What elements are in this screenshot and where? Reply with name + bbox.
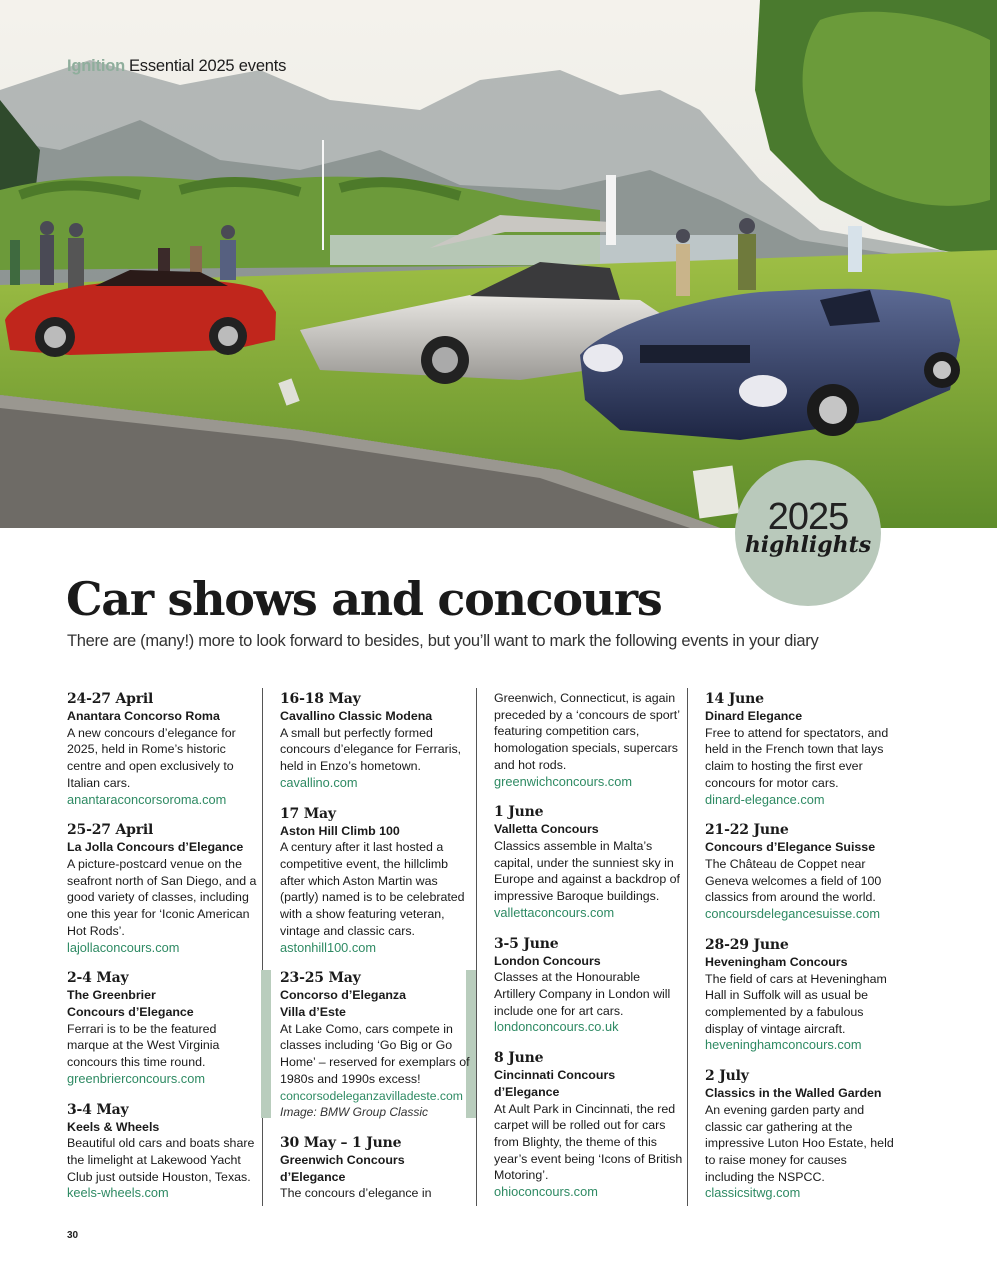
events-column-1 [67,690,257,1215]
event-item-continued [494,690,684,790]
event-description: Ferrari is to be the featured marque at the West Virginia concours this time round. [67,1021,220,1070]
event-date: 25-27 April [67,822,154,839]
event-item [705,821,895,923]
event-name: The Greenbrier Concours d’Elegance [67,988,194,1020]
event-name: Anantara Concorso Roma [67,709,220,723]
event-link[interactable]: cavallino.com [280,774,358,790]
event-description: A picture-postcard venue on the seafront north of San Diego, and a good variety of classes, including one this year for ‘Iconic American Hot Rods’. [67,857,257,938]
event-item [280,969,470,1121]
event-item [67,690,257,808]
event-item [280,1134,470,1202]
badge-year: 2025 [767,496,849,538]
page-number: 30 [67,1230,79,1241]
event-date: 1 June [494,804,544,821]
event-description: The Château de Coppet near Geneva welcomes a field of 100 classics from around the world. [705,857,882,905]
event-item [280,690,470,792]
event-link[interactable]: keels-wheels.com [67,1185,169,1201]
event-item [67,1101,257,1203]
event-name: Concorso d’Eleganza Villa d’Este [280,988,406,1020]
event-description: Classics assemble in Malta’s capital, under the sunniest sky in Europe and against a backdrop of impressive Baroque buildings. [494,839,680,904]
event-link[interactable]: lajollaconcours.com [67,939,180,955]
event-name: La Jolla Concours d’Elegance [67,840,244,855]
event-item [494,1049,684,1201]
event-name: Valletta Concours [494,822,599,837]
event-link[interactable]: classicsitwg.com [705,1185,801,1201]
event-description: The field of cars at Heveningham Hall in Suffolk will as usual be complemented by a fabulous display of vintage aircraft. [705,971,887,1036]
events-column-2 [280,690,470,1215]
event-name: Cincinnati Concours d’Elegance [494,1068,616,1099]
event-description: At Lake Como, cars compete in classes including ‘Go Big or Go Home’ – reserved for exemplars of 1980s and 1990s excess! [280,1021,470,1086]
event-name: Heveningham Concours [705,954,848,969]
column-rule [476,688,477,1206]
event-item [705,1067,895,1202]
event-item [494,935,684,1037]
event-link[interactable]: greenbrierconcours.com [67,1070,205,1086]
event-name: Aston Hill Climb 100 [280,823,400,838]
event-link[interactable]: ohioconcours.com [494,1184,598,1200]
hero-photo [0,0,997,528]
column-rule [687,688,688,1206]
standfirst: There are (many!) more to look forward to besides, but you’ll want to mark the following events in your diary [67,632,819,650]
event-date: 17 May [280,805,336,822]
image-credit: Image: BMW Group Classic [280,1105,429,1120]
event-link[interactable]: concoursdelegancesuisse.com [705,906,880,922]
event-description: Classes at the Honourable Artillery Company in London will include one for art cars. [494,970,671,1018]
event-item [705,936,895,1054]
event-date: 24-27 April [67,691,154,707]
event-name: Greenwich Concours d’Elegance [280,1153,405,1184]
events-column-3 [494,690,684,1214]
event-link[interactable]: londonconcours.co.uk [494,1019,619,1035]
event-date: 8 June [494,1050,544,1067]
event-link[interactable]: astonhill100.com [280,939,377,955]
event-description: At Ault Park in Cincinnati, the red carpet will be rolled out for cars from Blighty, the theme of this year’s event being ‘Icons of British Motoring’. [494,1101,683,1183]
event-name: Cavallino Classic Modena [280,709,433,723]
event-name: London Concours [494,953,601,968]
event-item [67,969,257,1087]
event-date: 14 June [705,691,764,707]
event-date: 28-29 June [705,936,789,953]
running-header-title: Essential 2025 events [128,57,287,75]
event-date: 30 May – 1 June [280,1135,402,1152]
page-title: Car shows and concours [66,572,662,626]
event-name: Keels & Wheels [67,1119,160,1134]
event-item [67,821,257,956]
event-link[interactable]: anantaraconcorsoroma.com [67,791,227,807]
event-link[interactable]: heveninghamconcours.com [705,1037,862,1053]
image-credit-band-left [261,970,271,1118]
event-link[interactable]: concorsodeleganzavilladeste.com [280,1088,463,1103]
concours-scene-illustration [0,0,997,528]
event-description: A century after it last hosted a competitive event, the hillclimb after which Aston Martin was (partly) named is to be celebrated with a show featuring veteran, vintage and classic cars. [280,840,465,938]
highlights-badge [735,460,881,606]
badge-word: highlights [744,532,872,558]
event-link[interactable]: greenwichconcours.com [494,773,632,789]
event-description: The concours d’elegance in [280,1186,432,1201]
events-column-4 [705,690,895,1215]
event-description: Free to attend for spectators, and held in the French town that lays claim to hosting the first ever concours for motor cars. [705,725,889,790]
event-date: 3-5 June [494,935,559,952]
event-link[interactable]: vallettaconcours.com [494,904,615,920]
event-name: Classics in the Walled Garden [705,1086,882,1101]
event-description: An evening garden party and classic car gathering at the impressive Luton Hoo Estate, held to raise money for causes including the NSPCC. [705,1102,894,1184]
running-header [67,57,286,76]
event-date: 2 July [705,1068,749,1085]
event-description-continued: Greenwich, Connecticut, is again preceded by a ‘concours de sport’ featuring competition cars, homologation specials, supercars and hot rods. [494,691,680,772]
event-link[interactable]: dinard-elegance.com [705,791,825,807]
event-item [280,805,470,957]
event-description: A small but perfectly formed concours d’elegance for Ferraris, held in Enzo’s hometown. [280,725,462,774]
event-date: 16-18 May [280,691,361,707]
event-item [494,803,684,921]
event-date: 23-25 May [280,970,361,987]
event-description: Beautiful old cars and boats share the limelight at Lakewood Yacht Club just outside Houston, Texas. [67,1136,255,1184]
event-date: 21-22 June [705,822,789,839]
event-date: 2-4 May [67,970,129,987]
event-name: Concours d’Elegance Suisse [705,840,876,855]
column-rule [262,688,263,1206]
event-item [705,690,895,808]
event-date: 3-4 May [67,1101,129,1118]
event-description: A new concours d’elegance for 2025, held in Rome’s historic centre and open exclusively to Italian cars. [67,725,236,790]
section-label: Ignition [67,57,125,75]
event-name: Dinard Elegance [705,709,803,723]
